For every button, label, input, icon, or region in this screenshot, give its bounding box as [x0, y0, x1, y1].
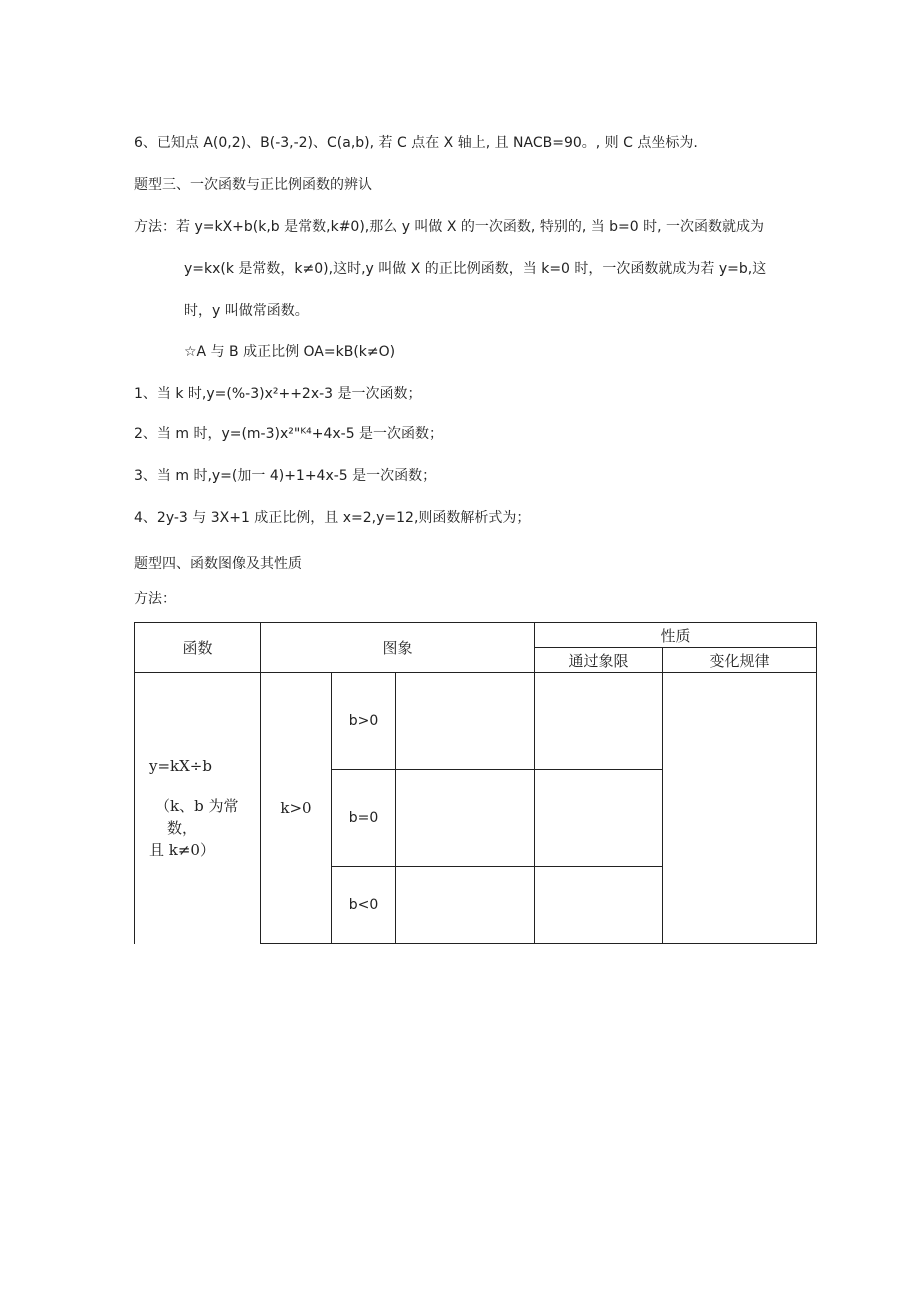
- function-note-line1: （k、b 为常: [155, 797, 239, 816]
- graph-cell-b-positive: [396, 673, 535, 770]
- header-graph: 图象: [261, 623, 535, 673]
- method-text-line3: 时，y 叫做常函数。: [184, 303, 309, 319]
- quadrants-cell-b-zero: [535, 770, 663, 867]
- header-properties: 性质: [535, 623, 817, 648]
- star-note: ☆A 与 B 成正比例 OA=kB(k≠O): [184, 344, 396, 360]
- b-condition-zero: b=0: [332, 770, 396, 867]
- question-6: 6、已知点 A(0,2)、B(-3,-2)、C(a,b), 若 C 点在 X 轴上, 且 NACB=90。, 则 C 点坐标为.: [134, 135, 698, 151]
- k-condition-cell: k>0: [261, 673, 332, 944]
- function-note-line2: 数，: [167, 819, 198, 838]
- function-note-line3: 且 k≠0）: [149, 841, 215, 860]
- method-text-line2: y=kx(k 是常数，k≠0),这时,y 叫做 X 的正比例函数，当 k=0 时，一次函数就成为若 y=b,这: [184, 261, 767, 277]
- b-condition-negative: b<0: [332, 867, 396, 944]
- problem-3: 3、当 m 时,y=(加一 4)+1+4x-5 是一次函数；: [134, 468, 437, 484]
- method-text-line1: 方法：若 y=kX+b(k,b 是常数,k#0),那么 y 叫做 X 的一次函数, 特别的, 当 b=0 时, 一次函数就成为: [134, 219, 765, 235]
- section-title-type3: 题型三、一次函数与正比例函数的辨认: [134, 177, 372, 193]
- problem-4: 4、2y-3 与 3X+1 成正比例，且 x=2,y=12,则函数解析式为；: [134, 510, 531, 526]
- header-change-rule: 变化规律: [663, 648, 817, 673]
- section-title-type4: 题型四、函数图像及其性质: [134, 556, 302, 572]
- b-condition-positive: b>0: [332, 673, 396, 770]
- function-cell: [135, 673, 261, 944]
- quadrants-cell-b-positive: [535, 673, 663, 770]
- function-properties-table: [134, 622, 817, 944]
- function-expression: y=kX÷b: [149, 757, 212, 776]
- change-rule-cell: [663, 673, 817, 944]
- graph-cell-b-zero: [396, 770, 535, 867]
- quadrants-cell-b-negative: [535, 867, 663, 944]
- header-function: 函数: [135, 623, 261, 673]
- problem-1: 1、当 k 时,y=(%-3)x²++2x-3 是一次函数；: [134, 386, 422, 402]
- problem-2: 2、当 m 时，y=(m-3)x²"ᴷ⁴+4x-5 是一次函数；: [134, 426, 444, 442]
- header-quadrants: 通过象限: [535, 648, 663, 673]
- graph-cell-b-negative: [396, 867, 535, 944]
- method-label: 方法：: [134, 591, 176, 607]
